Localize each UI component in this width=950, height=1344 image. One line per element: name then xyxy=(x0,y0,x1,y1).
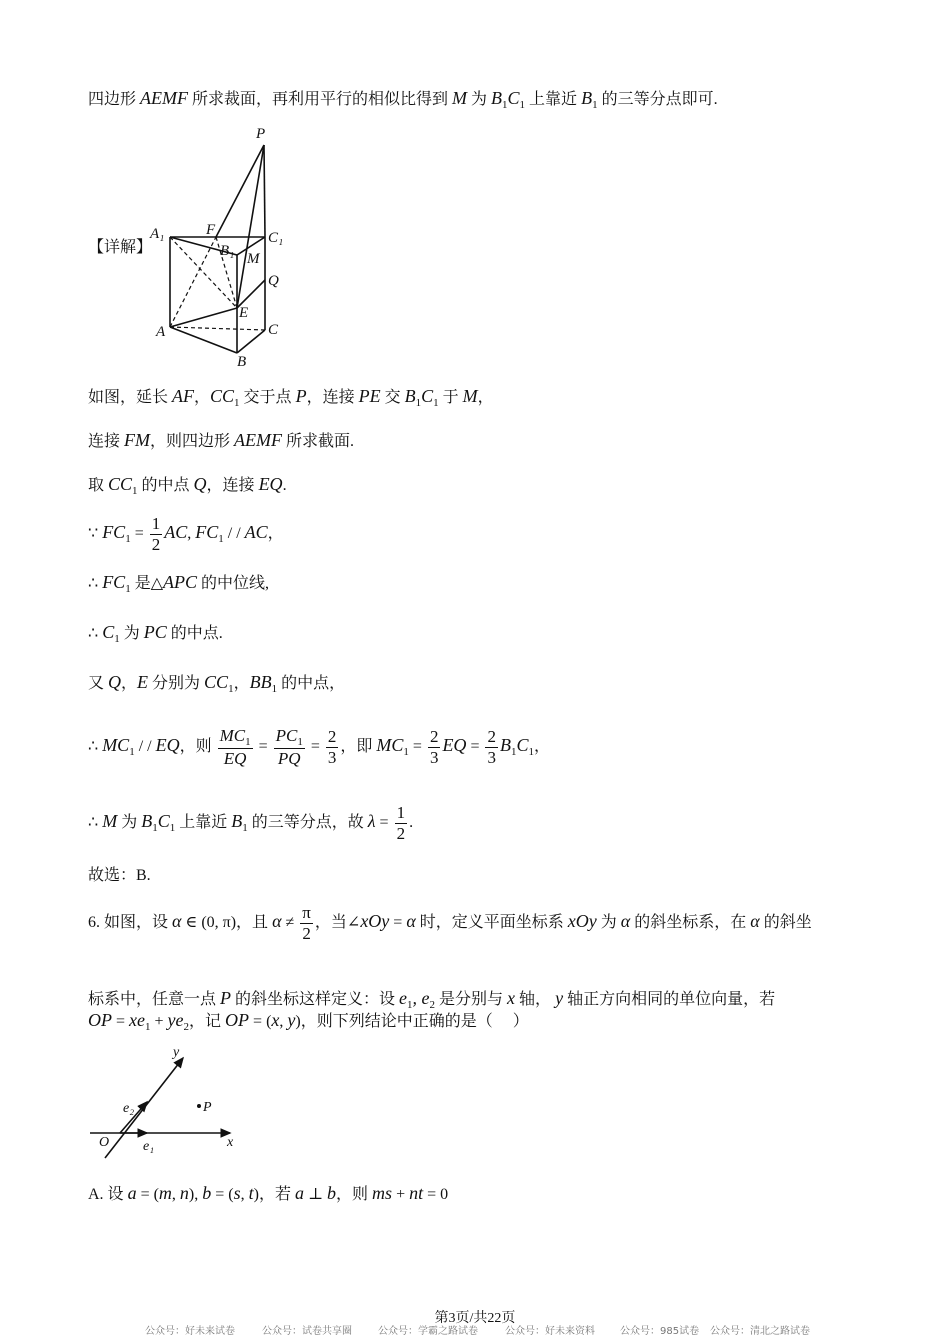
solution-line-2: 连接 FM，则四边形 AEMF 所求截面. xyxy=(88,430,355,450)
axis-label-x: x xyxy=(227,1135,234,1150)
watermark-2: 公众号：试卷共享圈 xyxy=(262,1326,352,1337)
watermark-5: 公众号：985试卷 xyxy=(620,1326,700,1337)
axis-label-y: y xyxy=(173,1045,180,1060)
point-label-P: P xyxy=(203,1100,212,1115)
q6-line-3: OP = $xe_1 + ye_2$，记 OP = (x, y)，则下列结论中正确的是（ ） xyxy=(88,1010,529,1033)
solution-line-3: 取 $CC_1$ 的中点 Q，连接 EQ. xyxy=(88,474,287,497)
vector-label-e1: e₁ xyxy=(143,1139,155,1154)
solution-line-5: ∴ $FC_1$ 是△APC 的中位线, xyxy=(88,572,270,595)
label-F: F xyxy=(206,222,216,238)
solution-line-4: ∵ $FC_1$ = $\frac{1}{2}$ AC, $FC_1$ / / AC， xyxy=(88,513,284,554)
label-P: P xyxy=(256,126,266,142)
label-B: B xyxy=(237,354,247,370)
prism-figure xyxy=(140,120,310,375)
label-M: M xyxy=(247,251,260,267)
label-C1: C₁ xyxy=(268,230,284,246)
origin-label-O: O xyxy=(99,1135,110,1150)
watermark-1: 公众号：好未来试卷 xyxy=(145,1326,235,1337)
solution-line-1: 如图，延长 AF，$CC_1$ 交于点 P，连接 PE 交 $B_1C_1$ 于 M， xyxy=(88,386,494,409)
detail-label: 【详解】 xyxy=(88,239,153,256)
solution-line-8: ∴ $MC_1$ / / EQ，则 $\frac{MC_1}{EQ}$ = $\frac{PC_1}{PQ}$ = $\frac{2}{3}$ ，即 $MC_1$ = $\frac{2}{3}$ EQ = $\frac{2}{3}$ $B_1C_1$， xyxy=(88,725,550,768)
point-P-dot xyxy=(197,1104,201,1108)
watermark-6: 公众号：清北之路试卷 xyxy=(710,1326,810,1337)
label-A: A xyxy=(156,324,166,340)
solution-line-6: ∴ $C_1$ 为 PC 的中点. xyxy=(88,622,223,645)
label-B1: B₁ xyxy=(220,243,235,259)
intro-text: 四边形 AEMF 所求裁面，再利用平行的相似比得到 M 为 $B_1C_1$ 上靠近 $B_1$ 的三等分点即可. xyxy=(88,88,718,111)
label-A1: A₁ xyxy=(150,226,165,242)
vector-label-e2: e₂ xyxy=(123,1101,135,1116)
label-Q: Q xyxy=(268,273,279,289)
q6-line-2: 标系中，任意一点 P 的斜坐标这样定义：设 $e_1$, $e_2$ 是分别与 x 轴， y 轴正方向相同的单位向量，若 xyxy=(88,988,776,1011)
solution-line-7: 又 Q，E 分别为 $CC_1$，$BB_1$ 的中点， xyxy=(88,672,346,695)
q6-line-1: 6. 如图，设 α ∈ (0, π)，且 α ≠ $\frac{\pi}{2}$ ，当∠xOy = α 时，定义平面坐标系 xOy 为 α 的斜坐标系，在 α 的斜坐 xyxy=(88,902,812,943)
option-A: A. 设 a = (m, n), b = (s, t)，若 a ⊥ b，则 ms + nt = 0 xyxy=(88,1183,449,1203)
oblique-axes-figure xyxy=(85,1040,255,1160)
page-number: 第3页/共22页 xyxy=(434,1311,516,1326)
solution-line-10: 故选：B. xyxy=(88,867,151,884)
watermark-3: 公众号：学霸之路试卷 xyxy=(378,1326,478,1337)
label-C: C xyxy=(268,322,279,338)
label-E: E xyxy=(239,305,249,321)
solution-line-9: ∴ M 为 $B_1C_1$ 上靠近 $B_1$ 的三等分点，故 λ = $\frac{1}{2}$ . xyxy=(88,802,414,843)
watermark-4: 公众号：好未来资料 xyxy=(505,1326,595,1337)
